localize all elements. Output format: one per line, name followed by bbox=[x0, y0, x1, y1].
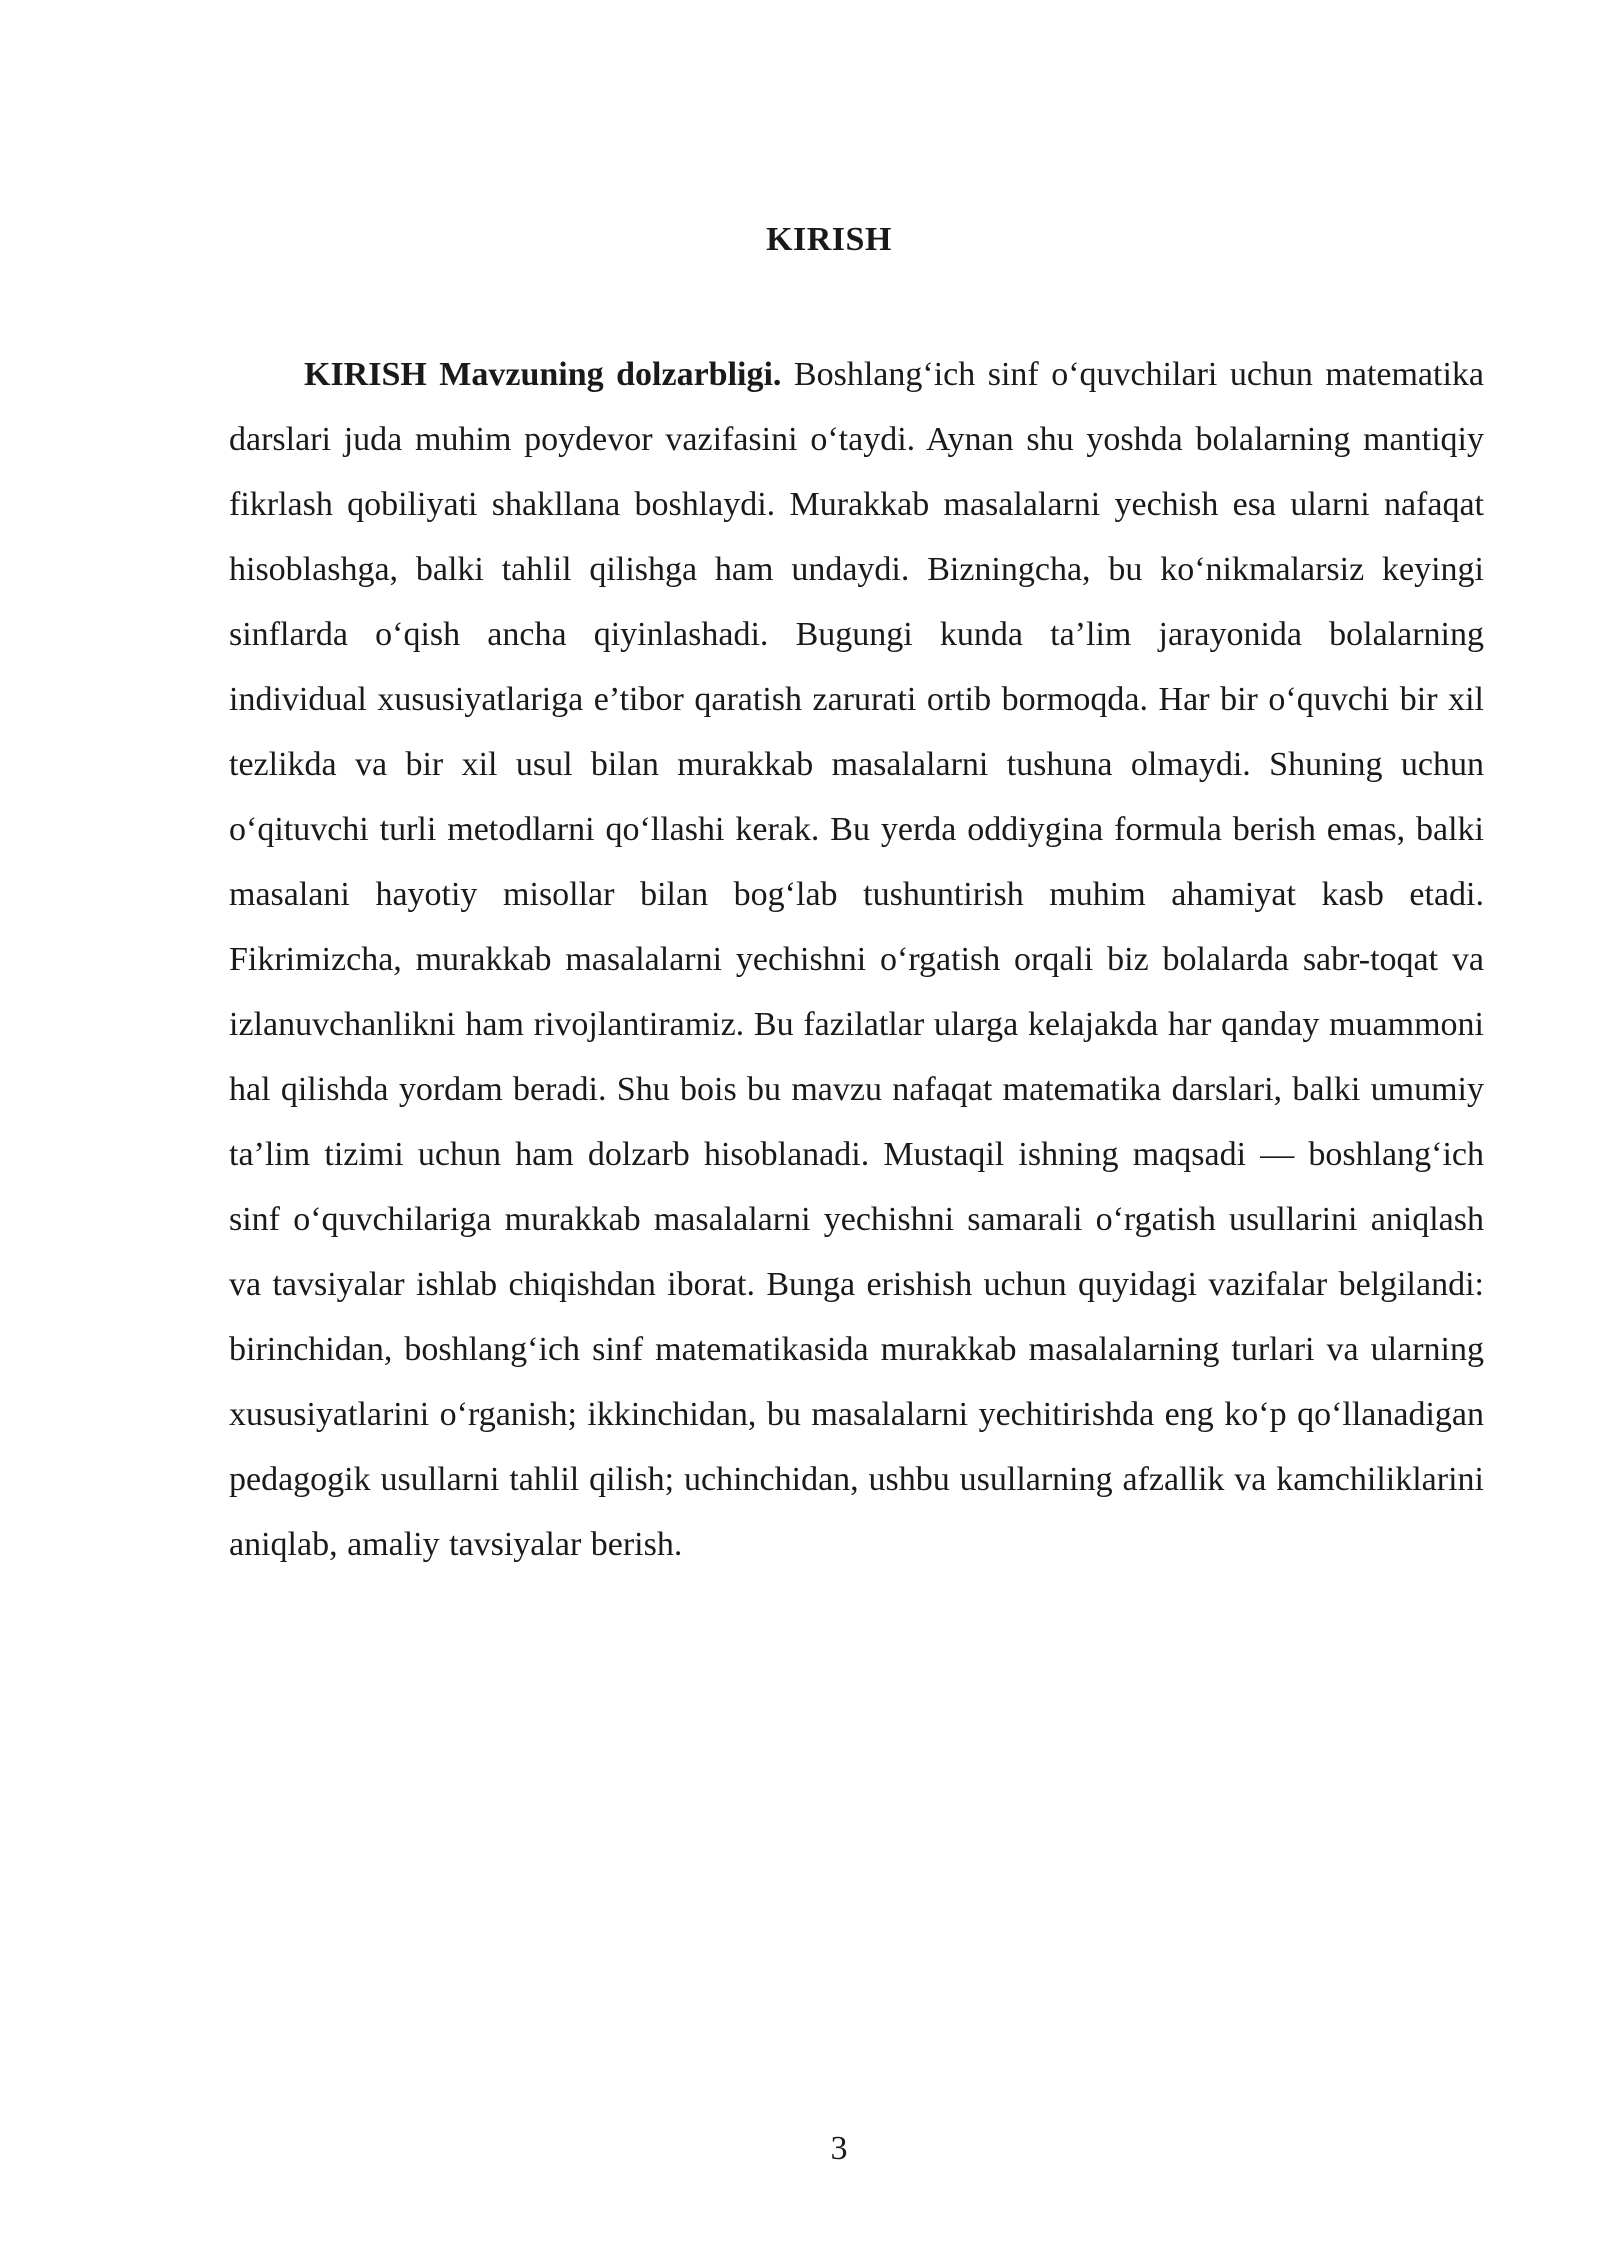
page-number: 3 bbox=[830, 2130, 848, 2167]
body-paragraph bbox=[229, 342, 1484, 1577]
section-heading: KIRISH bbox=[766, 221, 892, 258]
paragraph-lead: KIRISH Mavzuning dolzarbligi. bbox=[304, 356, 782, 393]
paragraph-text: Boshlang‘ich sinf o‘quvchilari uchun matematika darslari juda muhim poydevor vazifasini o‘taydi. Aynan shu yoshda bolalarning mantiqiy fikrlash qobiliyati shakllana boshlaydi. Murakkab masalalarni yechish esa ularni nafaqat hisoblashga, balki tahlil qilishga ham undaydi. Bizningcha, bu ko‘nikmalarsiz keyingi sinflarda o‘qish ancha qiyinlashadi. Bugungi kunda ta’lim jarayonida bolalarning individual xususiyatlariga e’tibor qaratish zarurati ortib bormoqda. Har bir o‘quvchi bir xil tezlikda va bir xil usul bilan murakkab masalalarni tushuna olmaydi. Shuning uchun o‘qituvchi turli metodlarni qo‘llashi kerak. Bu yerda oddiygina formula berish emas, balki masalani hayotiy misollar bilan bog‘lab tushuntirish muhim ahamiyat kasb etadi. Fikrimizcha, murakkab masalalarni yechishni o‘rgatish orqali biz bolalarda sabr-toqat va izlanuvchanlikni ham rivojlantiramiz. Bu fazilatlar ularga kelajakda har qanday muammoni hal qilishda yordam beradi. Shu bois bu mavzu nafaqat matematika darslari, balki umumiy ta’lim tizimi uchun ham dolzarb hisoblanadi. Mustaqil ishning maqsadi — boshlang‘ich sinf o‘quvchilariga murakkab masalalarni yechishni samarali o‘rgatish usullarini aniqlash va tavsiyalar ishlab chiqishdan iborat. Bunga erishish uchun quyidagi vazifalar belgilandi: birinchidan, boshlang‘ich sinf matematikasida murakkab masalalarning turlari va ularning xususiyatlarini o‘rganish; ikkinchidan, bu masalalarni yechitirishda eng ko‘p qo‘llanadigan pedagogik usullarni tahlil qilish; uchinchidan, ushbu usullarning afzallik va kamchiliklarini aniqlab, amaliy tavsiyalar berish. bbox=[229, 356, 1485, 1563]
